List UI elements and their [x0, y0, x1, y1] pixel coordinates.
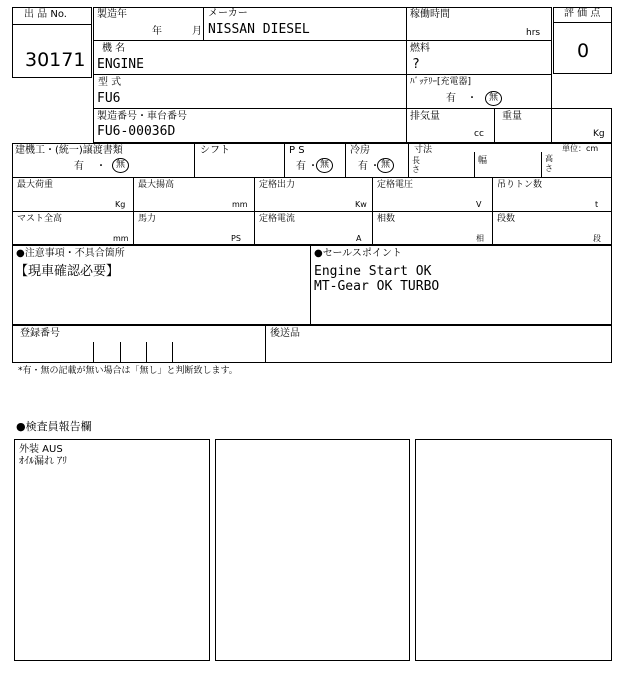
ps-label: P S — [289, 145, 305, 156]
horsepower-unit: PS — [231, 234, 241, 243]
maker-value: NISSAN DIESEL — [208, 22, 310, 37]
horsepower-label: 馬力 — [138, 214, 157, 224]
max-load-unit: Kg — [115, 200, 126, 209]
weight-unit: Kg — [593, 129, 605, 139]
sales-line-1: Engine Start OK — [314, 264, 432, 279]
max-load-label: 最大荷重 — [17, 180, 54, 190]
dimensions-width: 幅 — [478, 156, 488, 166]
dimensions-height-a: 高 — [545, 154, 553, 163]
lift-tons-unit: t — [595, 200, 599, 209]
model-name-label: 機 名 — [102, 43, 126, 54]
score-value: 0 — [577, 40, 590, 62]
inspector-line-1: 外装 AUS — [19, 444, 63, 455]
ps-no-circled: 無 — [316, 158, 333, 173]
spec-grid — [12, 143, 612, 245]
rated-output-label: 定格出力 — [259, 180, 296, 190]
rated-voltage-unit: V — [476, 200, 482, 209]
inspector-box-1 — [14, 439, 210, 661]
fuel-value: ? — [412, 57, 420, 72]
dimensions-height-b: さ — [545, 164, 553, 173]
ps-dot: ・ — [308, 161, 318, 172]
dimensions-length-b: さ — [412, 165, 420, 174]
battery-no-circled: 無 — [485, 91, 502, 106]
serial-label: 製造番号・車台番号 — [97, 111, 187, 122]
displacement-label: 排気量 — [410, 111, 440, 122]
phases-label: 相数 — [377, 214, 396, 224]
year-label: 製造年 — [97, 9, 127, 20]
aircon-yes: 有 — [358, 161, 368, 172]
transfer-no-circled: 無 — [112, 158, 129, 173]
battery-dot: ・ — [467, 93, 477, 104]
hours-unit: hrs — [526, 28, 541, 38]
transfer-yes: 有 — [74, 161, 84, 172]
inspector-box-2 — [215, 439, 410, 661]
registration-box — [12, 325, 612, 363]
weight-label: 重量 — [502, 111, 522, 122]
max-lift-label: 最大揚高 — [138, 180, 175, 190]
rated-current-label: 定格電流 — [259, 214, 296, 224]
aircon-dot: ・ — [370, 161, 380, 172]
aircon-label: 冷房 — [350, 145, 370, 156]
sales-label: ●セールスポイント — [314, 248, 402, 259]
displacement-unit: cc — [474, 129, 484, 139]
aircon-no-circled: 無 — [377, 158, 394, 173]
model-name-value: ENGINE — [97, 57, 144, 72]
mast-height-unit: mm — [113, 234, 129, 243]
score-label: 評 価 点 — [564, 8, 601, 19]
rated-voltage-label: 定格電圧 — [377, 180, 414, 190]
notes-value: 【現車確認必要】 — [15, 264, 120, 279]
footnote: *有・無の記載が無い場合は「無し」と判断致します。 — [18, 366, 238, 376]
rated-current-unit: A — [356, 234, 362, 243]
shift-label: シフト — [200, 145, 230, 156]
battery-yes: 有 — [446, 93, 456, 104]
rated-output-unit: Kw — [355, 200, 367, 209]
lift-tons-label: 吊りトン数 — [497, 180, 543, 190]
dimensions-label: 寸法 — [414, 145, 433, 155]
sales-line-2: MT-Gear OK TURBO — [314, 279, 440, 294]
transfer-dot: ・ — [96, 161, 106, 172]
battery-label: ﾊﾞｯﾃﾘｰ[充電器] — [410, 77, 472, 87]
ps-yes: 有 — [296, 161, 306, 172]
inspector-box-3 — [415, 439, 612, 661]
dimensions-unit-note: 単位：cm — [562, 144, 599, 153]
max-lift-unit: mm — [232, 200, 248, 209]
shipping-label: 後送品 — [270, 328, 300, 339]
fuel-label: 燃料 — [410, 43, 430, 54]
dimensions-length-a: 長 — [412, 156, 420, 165]
hours-label: 稼働時間 — [410, 9, 450, 20]
year-unit: 年 — [152, 26, 162, 37]
inspector-line-2: ｵｲﾙ漏れ ｱﾘ — [19, 456, 68, 467]
lot-label: 出 品 No. — [24, 9, 67, 20]
model-type-value: FU6 — [97, 91, 121, 106]
notes-label: ●注意事項・不具合箇所 — [16, 248, 125, 259]
month-unit: 月 — [192, 26, 202, 37]
inspector-label: ●検査員報告欄 — [16, 420, 92, 433]
maker-label: メーカー — [208, 8, 248, 19]
stages-label: 段数 — [497, 214, 516, 224]
stages-unit: 段 — [593, 234, 601, 243]
serial-value: FU6-00036D — [97, 124, 176, 139]
mast-height-label: マスト全高 — [17, 214, 63, 224]
lot-number: 30171 — [25, 49, 86, 71]
registration-label: 登録番号 — [20, 328, 60, 339]
phases-unit: 相 — [476, 234, 484, 243]
model-type-label: 型 式 — [98, 77, 122, 88]
transfer-label: 建機工・(統一)譲渡書類 — [15, 145, 123, 156]
